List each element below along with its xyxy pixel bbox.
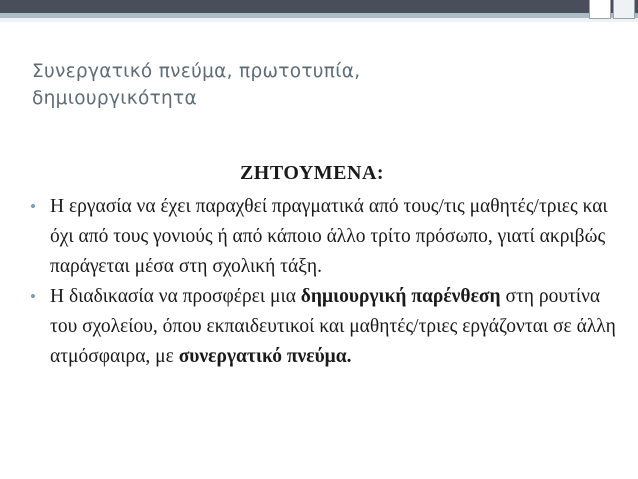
bullet-text-2-bold-2: συνεργατικό πνεύμα. <box>178 346 352 367</box>
slide-heading: ΖΗΤΟΥΜΕΝΑ: <box>239 162 385 184</box>
top-gap-stripe <box>0 18 638 22</box>
bullet-list <box>28 192 618 372</box>
slide-title: Συνεργατικό πνεύμα, πρωτοτυπία, δημιουργικότητα <box>32 61 361 109</box>
corner-decoration-left <box>589 0 611 19</box>
bullet-marker: • <box>30 287 36 306</box>
bullet-text-2-part-2: στη ρουτίνα του σχολείου, όπου εκπαιδευτικοί και μαθητές/τριες εργάζονται σε άλλη ατμόσφαιρα, με <box>50 286 616 367</box>
bullet-marker: • <box>30 197 36 216</box>
bullet-text-2-part-1: Η διαδικασία να προσφέρει μια <box>50 286 301 307</box>
bullet-item-2 <box>28 282 618 372</box>
bullet-text-2-bold-1: δημιουργική παρένθεση <box>300 286 501 307</box>
corner-decoration-right <box>613 0 635 19</box>
bullet-item-1 <box>28 192 618 282</box>
bullet-text-1: Η εργασία να έχει παραχθεί πραγματικά από τους/τις μαθητές/τριες και όχι από τους γονιούς ή από κάποιο άλλο τρίτο πρόσωπο, γιατί ακριβώς παράγεται μέσα στη σχολική τάξη. <box>50 196 608 277</box>
top-band <box>0 0 638 13</box>
